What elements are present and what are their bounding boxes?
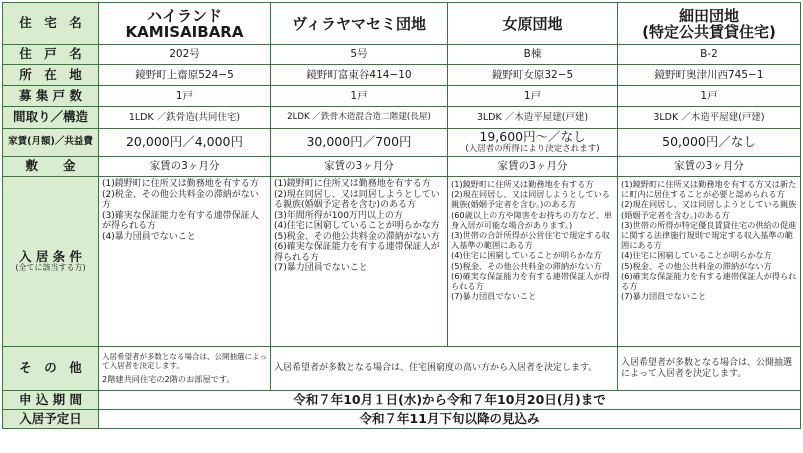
condition-item: (3)世帯の所得が特定優良賃貸住宅の供給の促進に関する法律施行規則で規定する収入基準の範囲にある方: [621, 219, 797, 251]
row-period: [3, 391, 801, 410]
deposit-4: 家賃の3ヶ月分: [618, 157, 801, 177]
label-conditions-main: 入 居 条 件: [18, 248, 83, 264]
conditions-1: [99, 177, 271, 347]
layout-2: 2LDK ／鉄骨木造混合造二階建(長屋): [271, 107, 448, 129]
condition-item: (1)鏡野町に住所又は勤務地を有する方: [102, 179, 259, 189]
label-address: 所 在 地: [3, 65, 99, 86]
condition-item: (2)現在同居し、又は同居しようとしている親族(婚姻予定者を含む)のある方: [274, 189, 440, 210]
address-2: 鏡野町富東谷414−10: [271, 65, 448, 86]
count-3: 1戸: [448, 86, 618, 107]
label-rent: 家賃(月額)／共益費: [3, 129, 99, 157]
housing-name-4-line1: 細田団地: [678, 6, 739, 25]
layout-3: 3LDK ／木造平屋建(戸建): [448, 107, 618, 129]
condition-item: (7)暴力団員でないこと: [621, 291, 707, 302]
row-move-in: [3, 410, 801, 429]
label-deposit: 敷 金: [3, 157, 99, 177]
condition-item: (3)世帯の合計所得が公営住宅で規定する収入基準の範囲にある方: [451, 230, 610, 251]
row-unit: [3, 45, 801, 65]
housing-name-4: [618, 3, 801, 45]
housing-name-1: [99, 3, 271, 45]
label-count: 募 集 戸 数: [3, 86, 99, 107]
count-2: 1戸: [271, 86, 448, 107]
housing-name-2-line1: ヴィラヤマセミ団地: [291, 14, 427, 33]
condition-item: (2)現在同居し、又は同居しようとしている親族(婚姻予定者を含む。)のある方: [451, 189, 610, 210]
rent-4: 50,000円／なし: [618, 129, 801, 157]
row-conditions: [3, 177, 801, 347]
address-1: 鏡野町上齋原524−5: [99, 65, 271, 86]
housing-name-4-line2: (特定公共賃貸住宅): [642, 22, 776, 41]
move-in-date: 令和７年11月下旬以降の見込み: [99, 410, 801, 429]
other-1: [99, 347, 271, 391]
condition-item: (7)暴力団員でないこと: [451, 291, 537, 302]
rent-3: [448, 129, 618, 157]
row-address: [3, 65, 801, 86]
row-count: [3, 86, 801, 107]
condition-item: (6)確実な保証能力を有する連帯保証人が得られる方: [451, 270, 610, 292]
rent-3-value: 19,600円〜／なし: [479, 128, 586, 144]
condition-item: (2)現在同居し、又は同居しようとしている親族(婚姻予定者を含む。)のある方: [621, 199, 797, 220]
row-deposit: [3, 157, 801, 177]
condition-item: (6)確実な保証能力を有する連帯保証人が得られる方: [621, 270, 797, 292]
unit-4: B-2: [618, 45, 801, 65]
deposit-1: 家賃の3ヶ月分: [99, 157, 271, 177]
condition-item: (7)暴力団員でないこと: [274, 263, 368, 273]
layout-4: 3LDK ／木造平屋建(戸建): [618, 107, 801, 129]
other-2-3: 入居希望者が多数となる場合は、住宅困窮度の高い方から入居者を決定します。: [271, 347, 618, 391]
rent-1: 20,000円／4,000円: [99, 129, 271, 157]
unit-1: 202号: [99, 45, 271, 65]
conditions-2: [271, 177, 448, 347]
condition-item: (4)住宅に困窮していることが明らかな方: [621, 250, 772, 261]
condition-item: (1)鏡野町に住所又は勤務地を有する方又は新たに町内に居住することが必要と認められる方: [621, 179, 797, 200]
condition-item: (5)税金、その他公共料金の滞納がない方: [621, 260, 772, 271]
row-rent: [3, 129, 801, 157]
label-housing-name: 住 宅 名: [3, 3, 99, 45]
other-1-line1: 入居希望者が多数となる場合は、公開抽選によって入居者を決定します。: [102, 352, 267, 371]
deposit-2: 家賃の3ヶ月分: [271, 157, 448, 177]
condition-item: (3)確実な保証能力を有する連帯保証人が得られる方: [102, 210, 259, 231]
housing-name-2: [271, 3, 448, 45]
count-1: 1戸: [99, 86, 271, 107]
label-other: そ の 他: [3, 347, 99, 391]
deposit-3: 家賃の3ヶ月分: [448, 157, 618, 177]
address-3: 鏡野町女原32−5: [448, 65, 618, 86]
rent-3-note: (入居者の所得により決定されます): [465, 144, 600, 155]
label-layout: 間取り／構造: [3, 107, 99, 129]
label-conditions-note: (全てに該当する方): [15, 263, 86, 273]
condition-item: (5)税金、その他公共料金の滞納がない方: [451, 260, 602, 271]
unit-2: 5号: [271, 45, 448, 65]
row-housing-name: [3, 3, 801, 45]
condition-item: (4)住宅に困窮していることが明らかな方: [274, 221, 440, 231]
condition-item: (1)鏡野町に住所又は勤務地を有する方: [451, 179, 594, 189]
condition-item: (2)税金、その他公共料金の滞納がない方: [102, 189, 259, 210]
other-4: 入居希望者が多数となる場合は、公開抽選によって入居者を決定します。: [618, 347, 801, 391]
housing-name-1-line1: ハイランド: [146, 6, 222, 25]
condition-item: (3)年間所得が100万円以上の方: [274, 210, 403, 221]
condition-item: (60歳以上の方や障害をお持ちの方など、単身入居が可能な場合があります。): [451, 209, 612, 230]
label-period: 申 込 期 間: [3, 391, 99, 410]
housing-name-3: [448, 3, 618, 45]
rent-2: 30,000円／700円: [271, 129, 448, 157]
address-4: 鏡野町奥津川西745−1: [618, 65, 801, 86]
condition-item: (1)鏡野町に住所又は勤務地を有する方: [274, 179, 431, 189]
housing-name-3-line1: 女原団地: [502, 14, 563, 33]
row-other: [3, 347, 801, 391]
condition-item: (4)暴力団員でないこと: [102, 231, 196, 242]
application-period: 令和７年10月１日(水)から令和７年10月20日(月)まで: [99, 391, 801, 410]
label-unit: 住 戸 名: [3, 45, 99, 65]
other-1-line2: 2階建共同住宅の2階のお部屋です。: [102, 374, 235, 385]
layout-1: 1LDK ／鉄骨造(共同住宅): [99, 107, 271, 129]
condition-item: (5)税金、その他公共料金の滞納がない方: [274, 231, 440, 242]
conditions-4: [618, 177, 801, 347]
count-4: 1戸: [618, 86, 801, 107]
label-move-in: 入居予定日: [3, 410, 99, 429]
conditions-3: [448, 177, 618, 347]
condition-item: (4)住宅に困窮していることが明らかな方: [451, 250, 602, 261]
label-conditions: [3, 177, 99, 347]
housing-table: [2, 2, 801, 429]
unit-3: B棟: [448, 45, 618, 65]
housing-name-1-line2: KAMISAIBARA: [125, 22, 244, 41]
condition-item: (6)確実な保証能力を有する連帯保証人が得られる方: [274, 242, 440, 263]
row-layout: [3, 107, 801, 129]
